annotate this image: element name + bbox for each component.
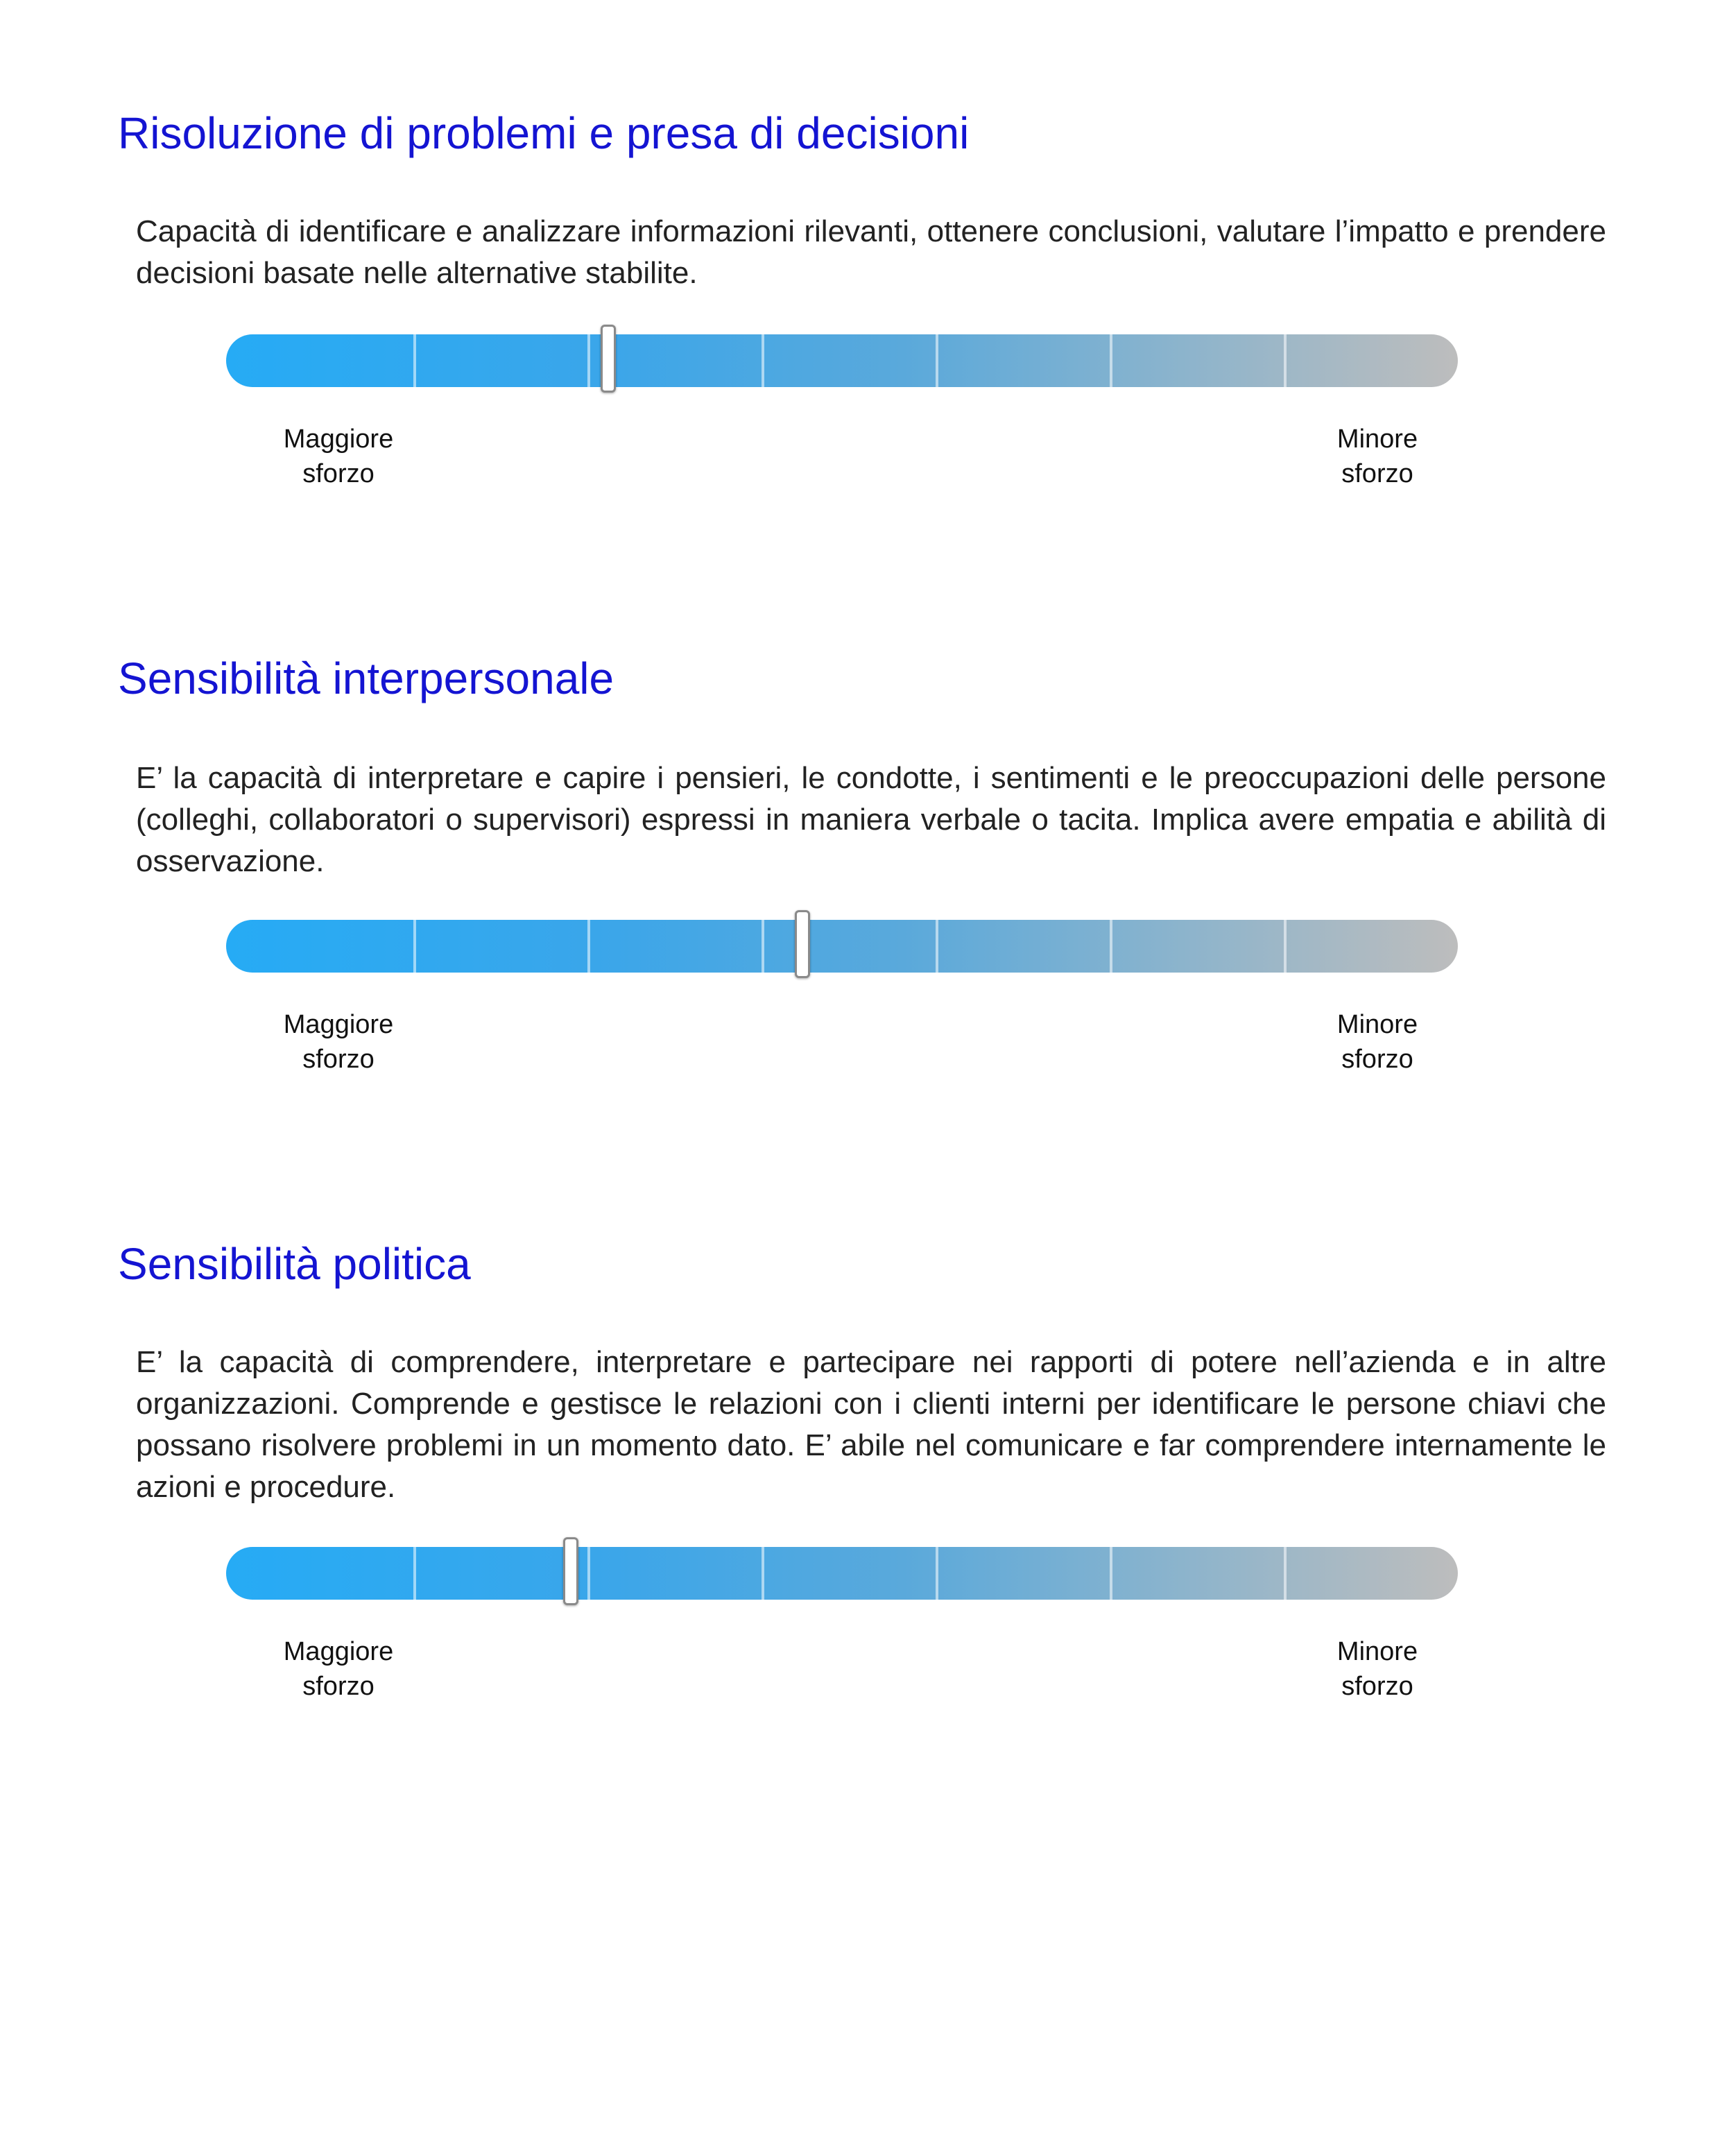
effort-scale (226, 334, 1458, 387)
scale-label-right (1287, 1634, 1468, 1704)
scale-label-left (248, 1634, 429, 1704)
scale-divider (413, 1547, 416, 1600)
scale-divider (587, 920, 590, 973)
effort-scale (226, 1547, 1458, 1600)
section-title: Risoluzione di problemi e presa di decisioni (118, 108, 970, 158)
scale-divider (936, 1547, 938, 1600)
scale-divider (587, 334, 590, 387)
scale-divider (413, 334, 416, 387)
scale-label-left (248, 1007, 429, 1077)
scale-divider (1284, 920, 1287, 973)
scale-divider (936, 920, 938, 973)
scale-label-right-line2: sforzo (1341, 459, 1413, 488)
scale-divider (936, 334, 938, 387)
section-title: Sensibilità politica (118, 1239, 471, 1289)
scale-divider (1110, 1547, 1112, 1600)
scale-label-left-line1: Maggiore (283, 425, 394, 454)
section-description: Capacità di identificare e analizzare informazioni rilevanti, ottenere conclusioni, valutare l’impatto e prendere decisioni basate nelle alternative stabilite. (136, 214, 1606, 290)
scale-marker (601, 325, 616, 393)
scale-label-left-line2: sforzo (302, 459, 375, 488)
scale-label-right (1287, 422, 1468, 491)
scale-label-left-line1: Maggiore (283, 1010, 394, 1039)
scale-label-left (248, 422, 429, 491)
scale-marker (563, 1537, 578, 1605)
scale-divider (762, 1547, 764, 1600)
scale-label-right-line1: Minore (1336, 1010, 1418, 1039)
scale-label-left-line2: sforzo (302, 1672, 375, 1701)
section-description: E’ la capacità di comprendere, interpretare e partecipare nei rapporti di potere nell’azienda e in altre organizzazioni. Comprende e gestisce le relazioni con i clienti interni per identificare le persone chiavi che possano risolvere problemi in un momento dato. E’ abile nel comunicare e far comprendere internamente le azioni e procedure. (136, 1345, 1606, 1504)
scale-label-left-line2: sforzo (302, 1045, 375, 1074)
effort-scale (226, 920, 1458, 973)
scale-label-right-line1: Minore (1336, 425, 1418, 454)
scale-label-right-line1: Minore (1336, 1637, 1418, 1666)
scale-label-right (1287, 1007, 1468, 1077)
scale-label-right-line2: sforzo (1341, 1672, 1413, 1701)
scale-label-left-line1: Maggiore (283, 1637, 394, 1666)
scale-divider (762, 920, 764, 973)
section-title: Sensibilità interpersonale (118, 653, 614, 703)
scale-divider (587, 1547, 590, 1600)
section-description: E’ la capacità di interpretare e capire i pensieri, le condotte, i sentimenti e le preoccupazioni delle persone (colleghi, collaboratori o supervisori) espressi in maniera verbale o tacita. Implica avere empatia e abilità di osservazione. (136, 761, 1606, 878)
scale-divider (1110, 334, 1112, 387)
scale-divider (1110, 920, 1112, 973)
scale-label-right-line2: sforzo (1341, 1045, 1413, 1074)
scale-divider (413, 920, 416, 973)
scale-divider (1284, 1547, 1287, 1600)
scale-divider (762, 334, 764, 387)
scale-divider (1284, 334, 1287, 387)
scale-marker (795, 910, 810, 978)
